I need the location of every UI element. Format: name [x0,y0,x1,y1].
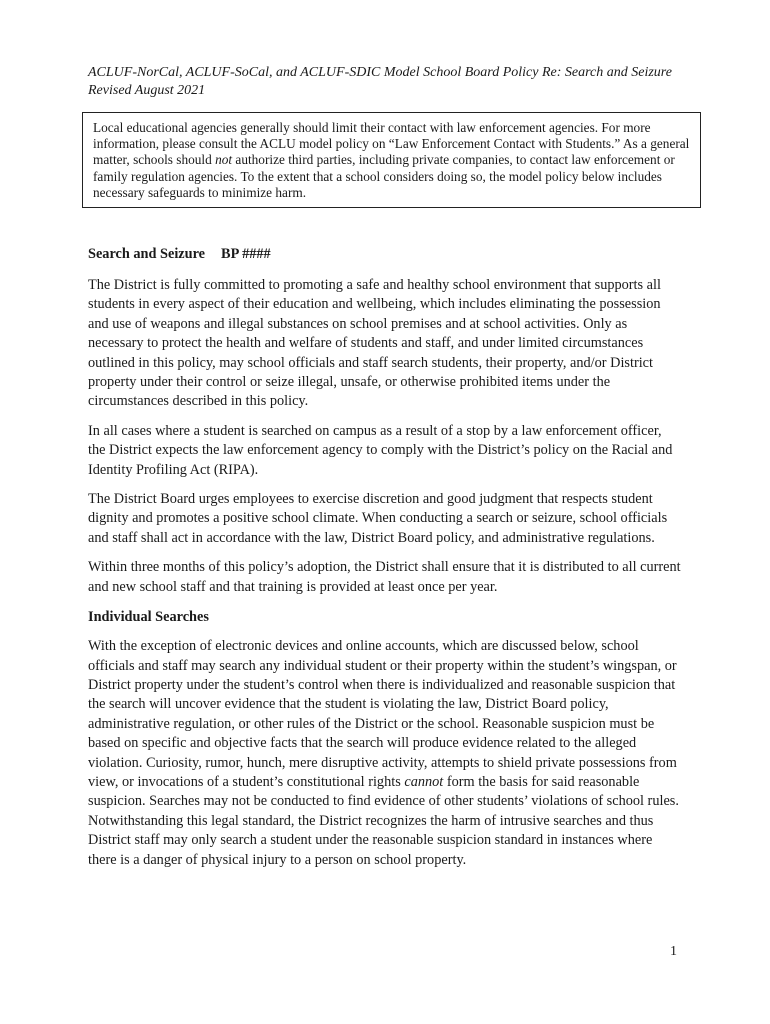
paragraph-commitment: The District is fully committed to promoting a safe and healthy school environment that supports all students in every aspect of their education and wellbeing, which includes eliminating the possession and use of weapons and illegal substances on school premises and at school activities. Only as necessary to protect the health and welfare of students and staff, and under limited circumstances outlined in this policy, may school officials and staff search students, their property, and/or District property under their control or seize illegal, unsafe, or otherwise prohibited items under the circumstances described in this policy. [88,277,661,410]
paragraph-discretion: The District Board urges employees to exercise discretion and good judgment that respects student dignity and promotes a positive school climate. When conducting a search or seizure, school officials and staff shall act in accordance with the law, District Board policy, and administrative regulations. [88,491,668,546]
paragraph-law-enforcement: In all cases where a student is searched on campus as a result of a stop by a law enforcement officer, the District expects the law enforcement agency to comply with the District’s policy on the Racial and Identity Profiling Act (RIPA). [88,422,673,478]
page-number: 1 [670,944,677,959]
header-title: ACLUF-NorCal, ACLUF-SoCal, and ACLUF-SDIC Model School Board Policy Re: Search and Seizure [88,65,672,80]
individual-text-1: With the exception of electronic devices and online accounts, which are discussed below, school officials and staff may search any individual student or their property within the student’s wingspan, or District property under the student’s control when there is individualized and reasonable suspicion that the search will uncover evidence that the student is violating the law, District Board policy, administrative regulation, or other rules of the District or the school. Reasonable suspicion must be based on specific and objective facts that the search will produce evidence related to the alleged violation. Curiosity, rumor, hunch, mere disruptive activity, attempts to shield private possessions from view, or invocations of a student’s constitutional rights [88,638,677,790]
section-code: BP #### [221,246,271,262]
individual-searches-heading: Individual Searches [88,609,209,626]
section-title: Search and Seizure [88,246,206,262]
paragraph-individual-searches [88,637,682,870]
individual-text-2: form the basis for said reasonable suspicion. Searches may not be conducted to find evidence of other students’ violations of school rules. Notwithstanding this legal standard, the District recognizes the harm of intrusive searches and thus District staff may only search a student under the reasonable suspicion standard in instances where there is a danger of physical injury to a person on school property. [88,773,679,868]
policy-content [88,244,682,880]
paragraph-training: Within three months of this policy’s adoption, the District shall ensure that it is distributed to all current and new school staff and that training is provided at least once per year. [88,559,681,595]
individual-emphasis: cannot [404,773,444,790]
notice-text-2: authorize third parties, including private companies, to contact law enforcement or family regulation agencies. To the extent that a school considers doing so, the model policy below includes necessary safeguards to minimize harm. [93,152,675,200]
notice-emphasis: not [215,152,233,168]
section-heading [88,244,682,264]
notice-text-1: Local educational agencies generally should limit their contact with law enforcement agencies. For more information, please consult the ACLU model policy on “Law Enforcement Contact with Students.” As a general matter, schools should [93,120,690,168]
document-header [88,64,688,100]
notice-box [82,112,701,208]
header-revision: Revised August 2021 [88,83,206,98]
